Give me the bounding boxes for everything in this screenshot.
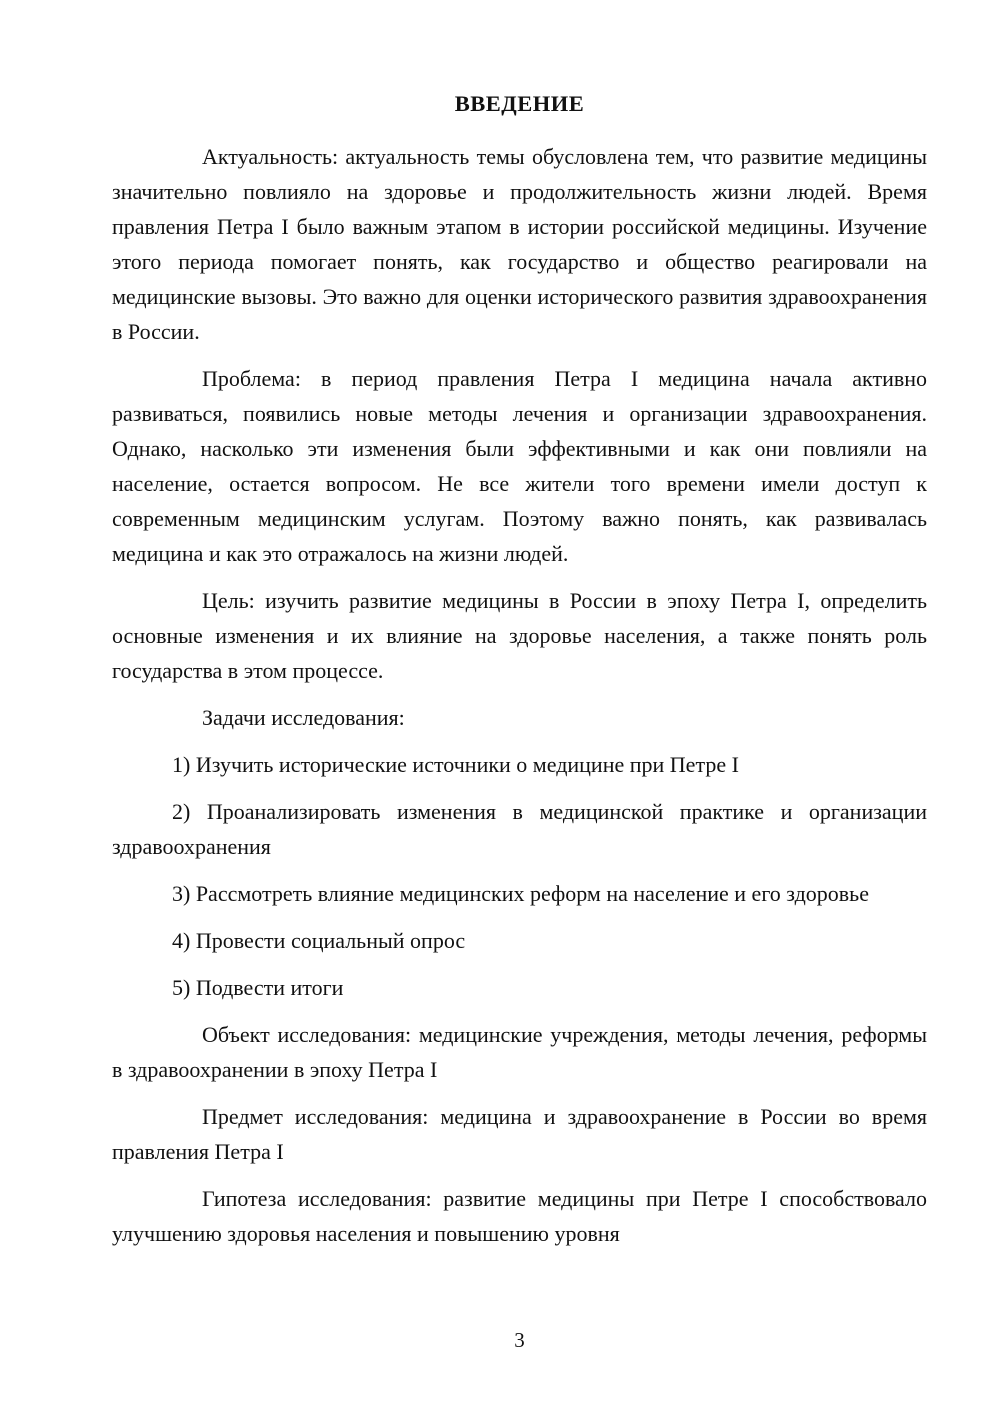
page-number: 3 bbox=[514, 1328, 525, 1352]
paragraph-object: Объект исследования: медицинские учреждения, методы лечения, реформы в здравоохранении в эпоху Петра I bbox=[112, 1022, 927, 1082]
paragraph-hypothesis: Гипотеза исследования: развитие медицины при Петре I способствовало улучшению здоровья населения и повышению уровня bbox=[112, 1186, 927, 1246]
tasks-heading: Задачи исследования: bbox=[202, 705, 405, 730]
task-item-2: 2) Проанализировать изменения в медицинской практике и организации здравоохранения bbox=[112, 799, 927, 859]
paragraph-goal: Цель: изучить развитие медицины в России в эпоху Петра I, определить основные изменения и их влияние на здоровье населения, а также понять роль государства в этом процессе. bbox=[112, 588, 927, 683]
task-item-1: 1) Изучить исторические источники о медицине при Петре I bbox=[172, 752, 739, 777]
task-item-3: 3) Рассмотреть влияние медицинских реформ на население и его здоровье bbox=[172, 881, 869, 906]
task-item-5: 5) Подвести итоги bbox=[172, 975, 344, 1000]
task-item-4: 4) Провести социальный опрос bbox=[172, 928, 466, 953]
paragraph-relevance: Актуальность: актуальность темы обусловлена тем, что развитие медицины значительно повлияло на здоровье и продолжительность жизни людей. Время правления Петра I было важным этапом в истории российской медицины. Изучение этого периода помогает понять, как государство и общество реагировали на медицинские вызовы. Это важно для оценки исторического развития здравоохранения в России. bbox=[112, 144, 927, 344]
paragraph-subject: Предмет исследования: медицина и здравоохранение в России во время правления Петра I bbox=[112, 1104, 927, 1164]
paragraph-problem: Проблема: в период правления Петра I медицина начала активно развиваться, появились новые методы лечения и организации здравоохранения. Однако, насколько эти изменения были эффективными и как они повлияли на население, остается вопросом. Не все жители того времени имели доступ к современным медицинским услугам. Поэтому важно понять, как развивалась медицина и как это отражалось на жизни людей. bbox=[112, 366, 927, 566]
section-title: ВВЕДЕНИЕ bbox=[454, 91, 585, 116]
